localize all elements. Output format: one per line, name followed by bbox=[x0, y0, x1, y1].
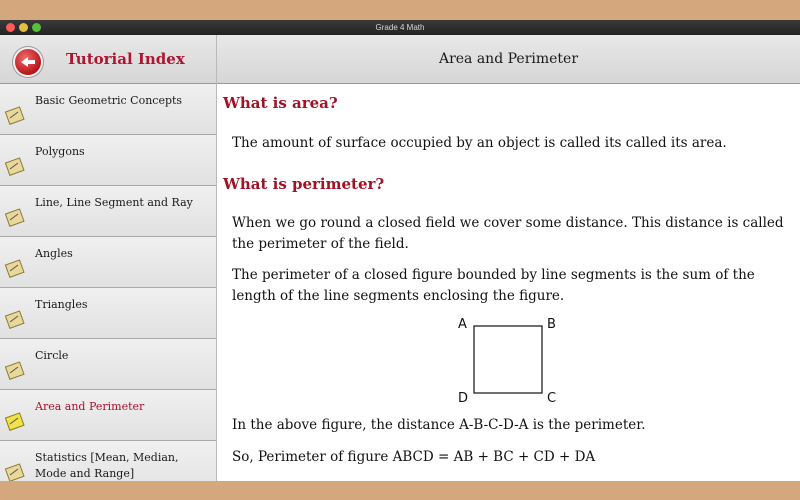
sidebar-item-label: Area and Perimeter bbox=[35, 400, 145, 413]
title-bar bbox=[0, 20, 800, 35]
sidebar-item-label: Basic Geometric Concepts bbox=[35, 94, 183, 107]
sidebar-item-angles[interactable] bbox=[0, 237, 216, 288]
geometry-tool-icon bbox=[4, 206, 26, 228]
page-title: Area and Perimeter bbox=[438, 51, 579, 67]
sidebar-item-label: Polygons bbox=[35, 145, 85, 158]
sidebar-header bbox=[0, 35, 216, 84]
geometry-tool-icon bbox=[4, 308, 26, 330]
figure-caption: In the above figure, the distance A-B-C-D-A is the perimeter. bbox=[232, 417, 646, 433]
sidebar-item-label: Line, Line Segment and Ray bbox=[35, 196, 193, 209]
minimize-window-button[interactable] bbox=[19, 23, 28, 32]
back-arrow-tail bbox=[27, 60, 35, 64]
sidebar-item-basic-geometric-concepts[interactable] bbox=[0, 84, 216, 135]
sidebar-item-polygons[interactable] bbox=[0, 135, 216, 186]
geometry-tool-icon bbox=[4, 461, 26, 481]
content-pane bbox=[217, 35, 800, 481]
geometry-tool-icon bbox=[4, 410, 26, 432]
area-heading: What is area? bbox=[223, 94, 338, 112]
perimeter-heading: What is perimeter? bbox=[223, 175, 385, 193]
sidebar-item-label: Circle bbox=[35, 349, 69, 362]
vertex-label-a: A bbox=[458, 317, 467, 332]
sidebar-item-statistics[interactable] bbox=[0, 441, 216, 481]
sidebar-item-area-and-perimeter[interactable] bbox=[0, 390, 216, 441]
sidebar-item-triangles[interactable] bbox=[0, 288, 216, 339]
window-title: Grade 4 Math bbox=[375, 23, 425, 32]
vertex-label-b: B bbox=[547, 317, 556, 332]
vertex-label-d: D bbox=[458, 391, 469, 405]
zoom-window-button[interactable] bbox=[32, 23, 41, 32]
tutorial-sidebar bbox=[0, 35, 217, 481]
content-header bbox=[217, 35, 800, 84]
square-abcd bbox=[474, 326, 542, 393]
back-button[interactable] bbox=[15, 49, 41, 75]
geometry-tool-icon bbox=[4, 155, 26, 177]
close-window-button[interactable] bbox=[6, 23, 15, 32]
sidebar-item-label: Statistics [Mean, Median, Mode and Range] bbox=[35, 451, 179, 480]
sidebar-item-label: Angles bbox=[35, 247, 73, 260]
sidebar-title: Tutorial Index bbox=[66, 50, 185, 68]
geometry-tool-icon bbox=[4, 257, 26, 279]
perimeter-formula: So, Perimeter of figure ABCD = AB + BC + CD + DA bbox=[232, 449, 596, 465]
sidebar-item-line-segment-ray[interactable] bbox=[0, 186, 216, 237]
perimeter-definition: When we go round a closed field we cover some distance. This distance is called the perimeter of the field. bbox=[232, 215, 784, 252]
sidebar-item-circle[interactable] bbox=[0, 339, 216, 390]
square-figure bbox=[447, 313, 567, 405]
perimeter-explanation: The perimeter of a closed figure bounded by line segments is the sum of the length of the line segments enclosing the figure. bbox=[232, 267, 755, 304]
area-definition: The amount of surface occupied by an object is called its called its area. bbox=[232, 135, 727, 151]
vertex-label-c: C bbox=[547, 391, 557, 405]
geometry-tool-icon bbox=[4, 359, 26, 381]
geometry-tool-icon bbox=[4, 104, 26, 126]
sidebar-item-label: Triangles bbox=[35, 298, 88, 311]
